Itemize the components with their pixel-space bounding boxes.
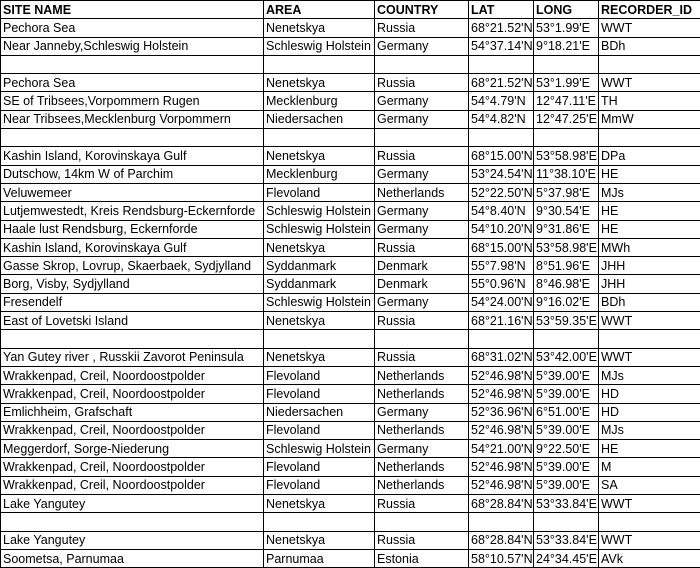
site-name-cell: Haale lust Rendsburg, Eckernforde — [1, 220, 264, 238]
site-name-cell: Wrakkenpad, Creil, Noordoostpolder — [1, 476, 264, 494]
area-cell: Flevoland — [264, 385, 375, 403]
area-cell: Parnumaa — [264, 549, 375, 567]
site-name-cell: Wrakkenpad, Creil, Noordoostpolder — [1, 458, 264, 476]
area-cell: Mecklenburg — [264, 165, 375, 183]
empty-row — [1, 513, 700, 531]
lat-cell: 68°21.52'N — [469, 19, 534, 37]
table-row — [1, 385, 700, 403]
table-row — [1, 238, 700, 256]
country-cell: Denmark — [375, 275, 469, 293]
table-row — [1, 403, 700, 421]
lat-cell: 55°0.96'N — [469, 275, 534, 293]
table-body — [1, 19, 700, 568]
lat-cell — [469, 129, 534, 147]
long-cell: 9°31.86'E — [534, 220, 599, 238]
site-name-cell: Fresendelf — [1, 293, 264, 311]
site-name-cell — [1, 513, 264, 531]
table-row — [1, 476, 700, 494]
lat-cell: 54°24.00'N — [469, 293, 534, 311]
recorder-id-cell: AVk — [599, 549, 700, 567]
recorder-id-cell: JHH — [599, 275, 700, 293]
empty-row — [1, 330, 700, 348]
lat-cell — [469, 330, 534, 348]
recorder-id-cell: WWT — [599, 495, 700, 513]
long-cell: 53°59.35'E — [534, 312, 599, 330]
site-name-cell: Borg, Visby, Sydjylland — [1, 275, 264, 293]
table-row — [1, 440, 700, 458]
site-name-cell: Wrakkenpad, Creil, Noordoostpolder — [1, 421, 264, 439]
area-cell: Schleswig Holstein — [264, 293, 375, 311]
lat-cell: 68°28.84'N — [469, 495, 534, 513]
lat-cell: 54°8.40'N — [469, 202, 534, 220]
long-cell: 6°51.00'E — [534, 403, 599, 421]
area-cell — [264, 55, 375, 73]
area-cell: Nenetskya — [264, 19, 375, 37]
recorder-id-cell — [599, 55, 700, 73]
lat-cell: 52°36.96'N — [469, 403, 534, 421]
site-name-cell: Meggerdorf, Sorge-Niederung — [1, 440, 264, 458]
country-cell: Netherlands — [375, 458, 469, 476]
header-row — [1, 1, 700, 19]
country-cell: Germany — [375, 202, 469, 220]
lat-cell: 54°37.14'N — [469, 37, 534, 55]
long-cell: 53°33.84'E — [534, 495, 599, 513]
site-name-cell: Lutjemwestedt, Kreis Rendsburg-Eckernforde — [1, 202, 264, 220]
recorder-id-cell: MJs — [599, 183, 700, 201]
recorder-id-cell — [599, 129, 700, 147]
table-row — [1, 366, 700, 384]
recorder-id-cell — [599, 513, 700, 531]
long-cell: 24°34.45'E — [534, 549, 599, 567]
lat-cell: 58°10.57'N — [469, 549, 534, 567]
table-row — [1, 74, 700, 92]
site-name-cell: Gasse Skrop, Lovrup, Skaerbaek, Sydjylland — [1, 257, 264, 275]
table-row — [1, 257, 700, 275]
country-cell: Estonia — [375, 549, 469, 567]
country-cell — [375, 129, 469, 147]
area-cell: Schleswig Holstein — [264, 202, 375, 220]
recorder-id-cell: HD — [599, 385, 700, 403]
recorder-id-cell: HD — [599, 403, 700, 421]
area-cell: Syddanmark — [264, 257, 375, 275]
long-cell: 53°1.99'E — [534, 74, 599, 92]
area-cell: Mecklenburg — [264, 92, 375, 110]
country-cell: Germany — [375, 110, 469, 128]
area-cell: Nenetskya — [264, 495, 375, 513]
lat-cell: 68°21.52'N — [469, 74, 534, 92]
country-cell: Germany — [375, 220, 469, 238]
country-cell: Netherlands — [375, 183, 469, 201]
lat-cell: 54°4.82'N — [469, 110, 534, 128]
table-row — [1, 110, 700, 128]
table-row — [1, 275, 700, 293]
long-cell — [534, 513, 599, 531]
area-cell — [264, 330, 375, 348]
country-cell: Netherlands — [375, 476, 469, 494]
table-row — [1, 312, 700, 330]
country-cell: Russia — [375, 348, 469, 366]
lat-cell: 54°4.79'N — [469, 92, 534, 110]
recorder-id-cell: WWT — [599, 74, 700, 92]
long-cell: 5°39.00'E — [534, 385, 599, 403]
recorder-id-cell: DPa — [599, 147, 700, 165]
country-cell — [375, 330, 469, 348]
area-cell: Nenetskya — [264, 348, 375, 366]
country-cell: Netherlands — [375, 385, 469, 403]
lat-cell: 68°31.02'N — [469, 348, 534, 366]
site-name-cell — [1, 330, 264, 348]
recorder-id-cell: JHH — [599, 257, 700, 275]
site-name-cell: Wrakkenpad, Creil, Noordoostpolder — [1, 366, 264, 384]
table-row — [1, 549, 700, 567]
long-cell: 9°22.50'E — [534, 440, 599, 458]
lat-cell: 68°21.16'N — [469, 312, 534, 330]
recorder-id-cell: TH — [599, 92, 700, 110]
site-name-cell: Pechora Sea — [1, 19, 264, 37]
site-name-cell: Dutschow, 14km W of Parchim — [1, 165, 264, 183]
area-cell: Flevoland — [264, 476, 375, 494]
recorder-id-cell: WWT — [599, 312, 700, 330]
site-name-cell: Pechora Sea — [1, 74, 264, 92]
country-cell: Netherlands — [375, 421, 469, 439]
recorder-id-cell — [599, 330, 700, 348]
country-cell: Denmark — [375, 257, 469, 275]
long-cell: 53°33.84'E — [534, 531, 599, 549]
column-header-country: COUNTRY — [375, 1, 469, 19]
table-row — [1, 19, 700, 37]
long-cell: 9°30.54'E — [534, 202, 599, 220]
table-row — [1, 220, 700, 238]
column-header-area: AREA — [264, 1, 375, 19]
recorder-id-cell: WWT — [599, 19, 700, 37]
long-cell: 5°37.98'E — [534, 183, 599, 201]
table-row — [1, 293, 700, 311]
recorder-id-cell: WWT — [599, 531, 700, 549]
site-name-cell — [1, 129, 264, 147]
lat-cell: 52°46.98'N — [469, 476, 534, 494]
long-cell: 8°46.98'E — [534, 275, 599, 293]
area-cell: Syddanmark — [264, 275, 375, 293]
area-cell: Flevoland — [264, 366, 375, 384]
column-header-recorder-id: RECORDER_ID — [599, 1, 700, 19]
country-cell: Russia — [375, 74, 469, 92]
country-cell — [375, 55, 469, 73]
column-header-lat: LAT — [469, 1, 534, 19]
recorder-id-cell: MJs — [599, 421, 700, 439]
site-name-cell: Soometsa, Parnumaa — [1, 549, 264, 567]
lat-cell: 52°46.98'N — [469, 366, 534, 384]
long-cell — [534, 330, 599, 348]
site-name-cell: Wrakkenpad, Creil, Noordoostpolder — [1, 385, 264, 403]
long-cell: 5°39.00'E — [534, 421, 599, 439]
long-cell: 11°38.10'E — [534, 165, 599, 183]
recorder-id-cell: HE — [599, 165, 700, 183]
site-name-cell: Kashin Island, Korovinskaya Gulf — [1, 238, 264, 256]
table-row — [1, 183, 700, 201]
country-cell: Germany — [375, 440, 469, 458]
recorder-id-cell: BDh — [599, 37, 700, 55]
long-cell: 5°39.00'E — [534, 366, 599, 384]
long-cell: 5°39.00'E — [534, 476, 599, 494]
long-cell: 12°47.11'E — [534, 92, 599, 110]
country-cell: Russia — [375, 312, 469, 330]
country-cell: Russia — [375, 147, 469, 165]
country-cell — [375, 513, 469, 531]
lat-cell: 53°24.54'N — [469, 165, 534, 183]
lat-cell: 54°21.00'N — [469, 440, 534, 458]
recorder-id-cell: MmW — [599, 110, 700, 128]
recorder-id-cell: HE — [599, 440, 700, 458]
site-name-cell: Emlichheim, Grafschaft — [1, 403, 264, 421]
long-cell: 9°16.02'E — [534, 293, 599, 311]
lat-cell: 52°46.98'N — [469, 421, 534, 439]
site-name-cell: Near Janneby,Schleswig Holstein — [1, 37, 264, 55]
lat-cell: 68°15.00'N — [469, 238, 534, 256]
area-cell: Nenetskya — [264, 147, 375, 165]
site-name-cell: Yan Gutey river , Russkii Zavorot Peninsula — [1, 348, 264, 366]
area-cell: Flevoland — [264, 421, 375, 439]
table-row — [1, 458, 700, 476]
long-cell: 53°58.98'E — [534, 238, 599, 256]
long-cell: 53°42.00'E — [534, 348, 599, 366]
area-cell: Flevoland — [264, 458, 375, 476]
site-name-cell: Near Tribsees,Mecklenburg Vorpommern — [1, 110, 264, 128]
table-row — [1, 165, 700, 183]
area-cell: Niedersachen — [264, 110, 375, 128]
column-header-site-name: SITE NAME — [1, 1, 264, 19]
site-name-cell: Lake Yangutey — [1, 495, 264, 513]
lat-cell: 52°22.50'N — [469, 183, 534, 201]
empty-row — [1, 129, 700, 147]
area-cell: Nenetskya — [264, 312, 375, 330]
area-cell — [264, 513, 375, 531]
country-cell: Russia — [375, 19, 469, 37]
recorder-id-cell: M — [599, 458, 700, 476]
country-cell: Germany — [375, 37, 469, 55]
site-name-cell: East of Lovetski Island — [1, 312, 264, 330]
lat-cell — [469, 513, 534, 531]
lat-cell — [469, 55, 534, 73]
area-cell: Nenetskya — [264, 531, 375, 549]
long-cell — [534, 55, 599, 73]
recorder-id-cell: WWT — [599, 348, 700, 366]
lat-cell: 52°46.98'N — [469, 385, 534, 403]
country-cell: Germany — [375, 293, 469, 311]
area-cell: Nenetskya — [264, 238, 375, 256]
table-row — [1, 531, 700, 549]
country-cell: Germany — [375, 403, 469, 421]
site-name-cell: Veluwemeer — [1, 183, 264, 201]
area-cell — [264, 129, 375, 147]
country-cell: Russia — [375, 495, 469, 513]
area-cell: Schleswig Holstein — [264, 440, 375, 458]
recorder-id-cell: HE — [599, 220, 700, 238]
country-cell: Russia — [375, 531, 469, 549]
recorder-id-cell: MJs — [599, 366, 700, 384]
recorder-id-cell: HE — [599, 202, 700, 220]
long-cell: 5°39.00'E — [534, 458, 599, 476]
lat-cell: 55°7.98'N — [469, 257, 534, 275]
site-name-cell — [1, 55, 264, 73]
lat-cell: 68°28.84'N — [469, 531, 534, 549]
table-row — [1, 495, 700, 513]
country-cell: Netherlands — [375, 366, 469, 384]
recorder-id-cell: BDh — [599, 293, 700, 311]
site-name-cell: SE of Tribsees,Vorpommern Rugen — [1, 92, 264, 110]
empty-row — [1, 55, 700, 73]
long-cell: 8°51.96'E — [534, 257, 599, 275]
table-row — [1, 37, 700, 55]
lat-cell: 68°15.00'N — [469, 147, 534, 165]
country-cell: Germany — [375, 92, 469, 110]
country-cell: Germany — [375, 165, 469, 183]
area-cell: Schleswig Holstein — [264, 37, 375, 55]
area-cell: Schleswig Holstein — [264, 220, 375, 238]
area-cell: Niedersachen — [264, 403, 375, 421]
long-cell: 12°47.25'E — [534, 110, 599, 128]
long-cell — [534, 129, 599, 147]
table-row — [1, 202, 700, 220]
recorder-id-cell: SA — [599, 476, 700, 494]
site-name-cell: Lake Yangutey — [1, 531, 264, 549]
table-row — [1, 147, 700, 165]
country-cell: Russia — [375, 238, 469, 256]
table-row — [1, 92, 700, 110]
long-cell: 53°1.99'E — [534, 19, 599, 37]
area-cell: Flevoland — [264, 183, 375, 201]
column-header-long: LONG — [534, 1, 599, 19]
table-row — [1, 348, 700, 366]
lat-cell: 54°10.20'N — [469, 220, 534, 238]
table-row — [1, 421, 700, 439]
recorder-id-cell: MWh — [599, 238, 700, 256]
area-cell: Nenetskya — [264, 74, 375, 92]
site-name-cell: Kashin Island, Korovinskaya Gulf — [1, 147, 264, 165]
long-cell: 9°18.21'E — [534, 37, 599, 55]
lat-cell: 52°46.98'N — [469, 458, 534, 476]
long-cell: 53°58.98'E — [534, 147, 599, 165]
